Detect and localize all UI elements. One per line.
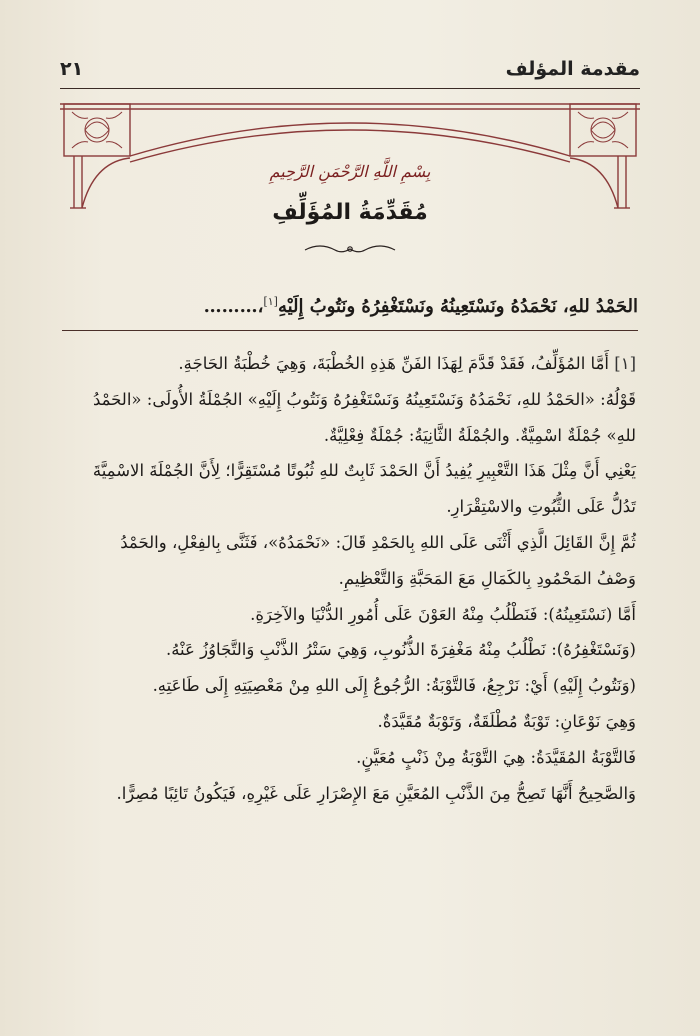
commentary-line: ثُمَّ إِنَّ القَائِلَ الَّذِي أَثْنَى عَلَى اللهِ بِالحَمْدِ قَالَ: «نَحْمَدُهُ»، فَثَنَّى بِالفِعْلِ، والحَمْدُ (120, 532, 636, 552)
commentary-line: (وَنَسْتَغْفِرُهُ): نَطْلُبُ مِنْهُ مَغْفِرَةَ الذُّنُوبِ، وَهِيَ سَتْرُ الذَّنْبِ وَالتَّجَاوُزُ عَنْهُ. (165, 640, 636, 660)
commentary-line: وَالصَّحِيحُ أَنَّهَا تَصِحُّ مِنَ الذَّنْبِ المُعَيَّنِ مَعَ الإِصْرَارِ عَلَى غَيْرِهِ، فَيَكُونُ تَائِبًا مُصِرًّا. (116, 783, 636, 803)
matn-line: الحَمْدُ للهِ، نَحْمَدُهُ ونَسْتَعِينُهُ ونَسْتَغْفِرُهُ ونَتُوبُ إِلَيْهِ (277, 296, 638, 317)
commentary (62, 346, 636, 811)
chapter-title: مُقَدِّمَةُ المُؤَلِّفِ (272, 200, 428, 225)
matn-text (62, 284, 638, 325)
footnote-marker: [١] (609, 354, 636, 373)
footnote-ref: [١] (263, 295, 278, 308)
section-divider (62, 330, 638, 331)
running-title: مقدمة المؤلف (505, 58, 640, 80)
commentary-line: فَالتَّوْبَةُ المُقَيَّدَةُ: هِيَ التَّوْبَةُ مِنْ ذَنْبٍ مُعَيَّنٍ. (356, 747, 636, 767)
commentary-line: وَصْفُ المَحْمُودِ بِالكَمَالِ مَعَ المَحَبَّةِ وَالتَّعْظِيمِ. (338, 568, 636, 588)
decorative-title-frame (60, 96, 640, 216)
commentary-line: يَعْنِي أَنَّ مِثْلَ هَذَا التَّعْبِيرِ يُفِيدُ أَنَّ الحَمْدَ ثَابِتٌ للهِ ثُبُوتًا مُسْتَقِرًّا؛ لِأَنَّ الجُمْلَةَ الاسْمِيَّةَ (92, 461, 636, 481)
header-rule (60, 88, 640, 89)
commentary-line: وَهِيَ نَوْعَانِ: تَوْبَةٌ مُطْلَقَةٌ، وَتَوْبَةٌ مُقَيَّدَةٌ. (377, 711, 636, 731)
ellipsis: ،……… (203, 296, 264, 317)
commentary-line: قَوْلُهُ: «الحَمْدُ للهِ، نَحْمَدُهُ وَنَسْتَعِينُهُ وَنَسْتَغْفِرُهُ وَنَتُوبُ إِلَيْهِ» الجُمْلَةُ الأُولَى: «الحَمْدُ (92, 389, 636, 409)
commentary-line: للهِ» جُمْلَةٌ اسْمِيَّةٌ. والجُمْلَةُ الثَّانِيَةُ: جُمْلَةٌ فِعْلِيَّةٌ. (323, 425, 636, 445)
commentary-line: أَمَّا (نَسْتَعِينُهُ): فَنَطْلُبُ مِنْهُ العَوْنَ عَلَى أُمُورِ الدُّنْيَا والآخِرَةِ. (250, 604, 636, 624)
running-header (60, 58, 640, 86)
page-number: ٢١ (60, 58, 84, 80)
commentary-line: [١] أَمَّا المُؤَلِّفُ، فَقَدْ قَدَّمَ لِهَذَا الفَنِّ هَذِهِ الخُطْبَةَ، وَهِيَ خُطْبَةُ الحَاجَةِ. (178, 354, 636, 373)
commentary-line: (وَنَتُوبُ إِلَيْهِ) أَيْ: نَرْجِعُ، فَالتَّوْبَةُ: الرُّجُوعُ إِلَى اللهِ مِنْ مَعْصِيَتِهِ إِلَى طَاعَتِهِ. (152, 676, 636, 696)
commentary-line: تَدُلُّ عَلَى الثُّبُوتِ والاسْتِقْرَارِ. (446, 497, 636, 517)
flourish-ornament-icon (300, 240, 400, 258)
basmala: بِسْمِ اللَّهِ الرَّحْمَنِ الرَّحِيمِ (269, 162, 431, 181)
